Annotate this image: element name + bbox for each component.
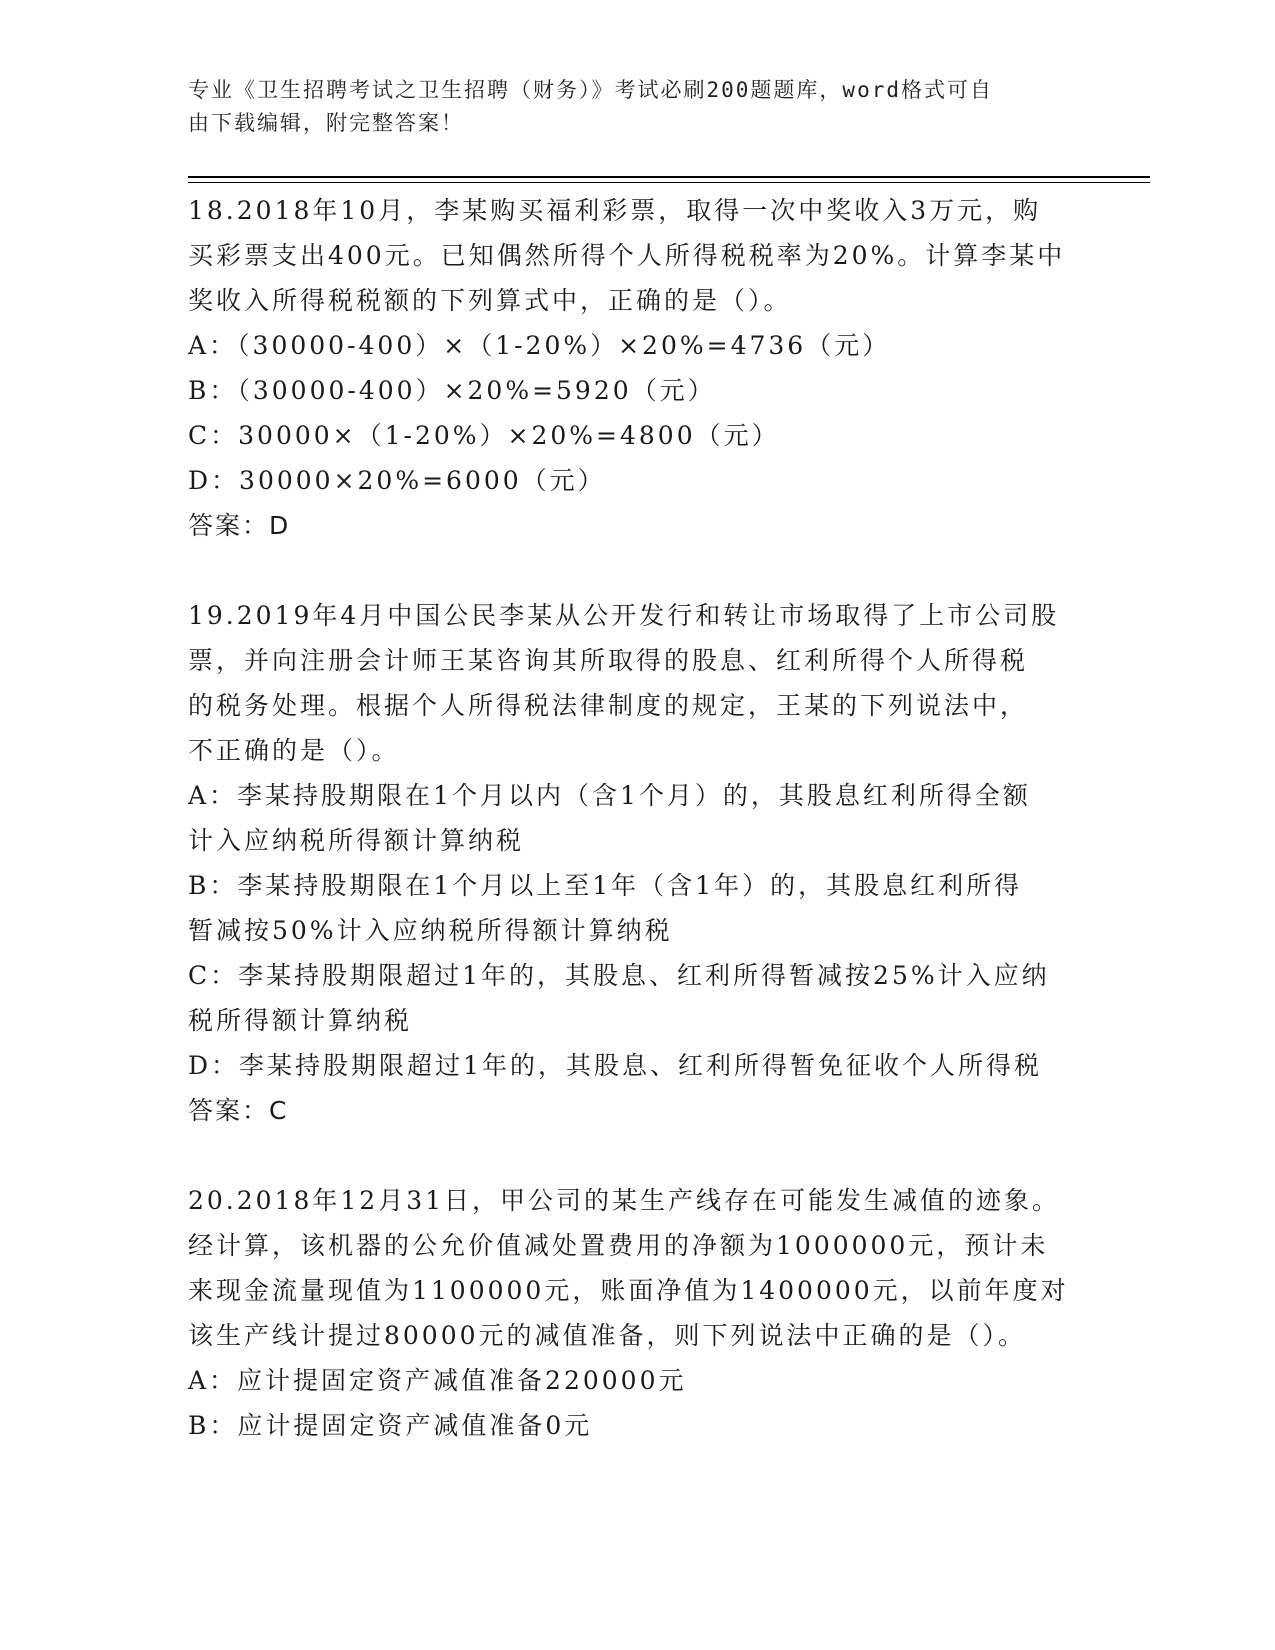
header-divider	[188, 176, 1150, 178]
question-stem-line: 19.2019年4月中国公民李某从公开发行和转让市场取得了上市公司股	[188, 601, 1060, 630]
spacer	[188, 548, 1088, 593]
spacer	[188, 1133, 1088, 1178]
question-stem-line: 经计算，该机器的公允价值减处置费用的净额为1000000元，预计未	[188, 1231, 1049, 1260]
option-c-cont: 税所得额计算纳税	[188, 1006, 413, 1035]
option-d: D：李某持股期限超过1年的，其股息、红利所得暂免征收个人所得税	[188, 1051, 1042, 1080]
question-stem-line: 18.2018年10月，李某购买福利彩票，取得一次中奖收入3万元，购	[188, 196, 1042, 225]
header-line: 专业《卫生招聘考试之卫生招聘（财务）》考试必刷200题题库，word格式可自	[188, 78, 993, 102]
question-20	[188, 1178, 1088, 1448]
answer-label: 答案：D	[188, 511, 291, 540]
header-line: 由下载编辑，附完整答案！	[188, 111, 464, 135]
question-stem-line: 票，并向注册会计师王某咨询其所取得的股息、红利所得个人所得税	[188, 646, 1029, 675]
question-stem-line: 不正确的是（）。	[188, 736, 400, 765]
question-stem-line: 的税务处理。根据个人所得税法律制度的规定，王某的下列说法中，	[188, 691, 1029, 720]
answer-label: 答案：C	[188, 1096, 289, 1125]
header-divider-thin	[188, 182, 1150, 183]
question-stem-line: 20.2018年12月31日，甲公司的某生产线存在可能发生减值的迹象。	[188, 1186, 1061, 1215]
document-header	[188, 74, 1068, 140]
question-19	[188, 593, 1088, 1133]
question-stem-line: 奖收入所得税税额的下列算式中，正确的是（）。	[188, 286, 792, 315]
option-a: A：应计提固定资产减值准备220000元	[188, 1366, 687, 1395]
option-b: B：李某持股期限在1个月以上至1年（含1年）的，其股息红利所得	[188, 871, 1023, 900]
option-c: C：李某持股期限超过1年的，其股息、红利所得暂减按25%计入应纳	[188, 961, 1050, 990]
question-stem-line: 来现金流量现值为1100000元，账面净值为1400000元，以前年度对	[188, 1276, 1069, 1305]
option-d: D：30000×20%=6000（元）	[188, 466, 606, 495]
option-b-cont: 暂减按50%计入应纳税所得额计算纳税	[188, 916, 673, 945]
question-list	[188, 188, 1088, 1448]
option-a: A：（30000-400）×（1-20%）×20%=4736（元）	[188, 331, 891, 360]
option-a-cont: 计入应纳税所得额计算纳税	[188, 826, 525, 855]
option-a: A：李某持股期限在1个月以内（含1个月）的，其股息红利所得全额	[188, 781, 1031, 810]
question-stem-line: 该生产线计提过80000元的减值准备，则下列说法中正确的是（）。	[188, 1321, 1027, 1350]
option-b: B：（30000-400）×20%=5920（元）	[188, 376, 716, 405]
question-18	[188, 188, 1088, 548]
option-b: B：应计提固定资产减值准备0元	[188, 1411, 593, 1440]
question-stem-line: 买彩票支出400元。已知偶然所得个人所得税税率为20%。计算李某中	[188, 241, 1066, 270]
option-c: C：30000×（1-20%）×20%=4800（元）	[188, 421, 780, 450]
